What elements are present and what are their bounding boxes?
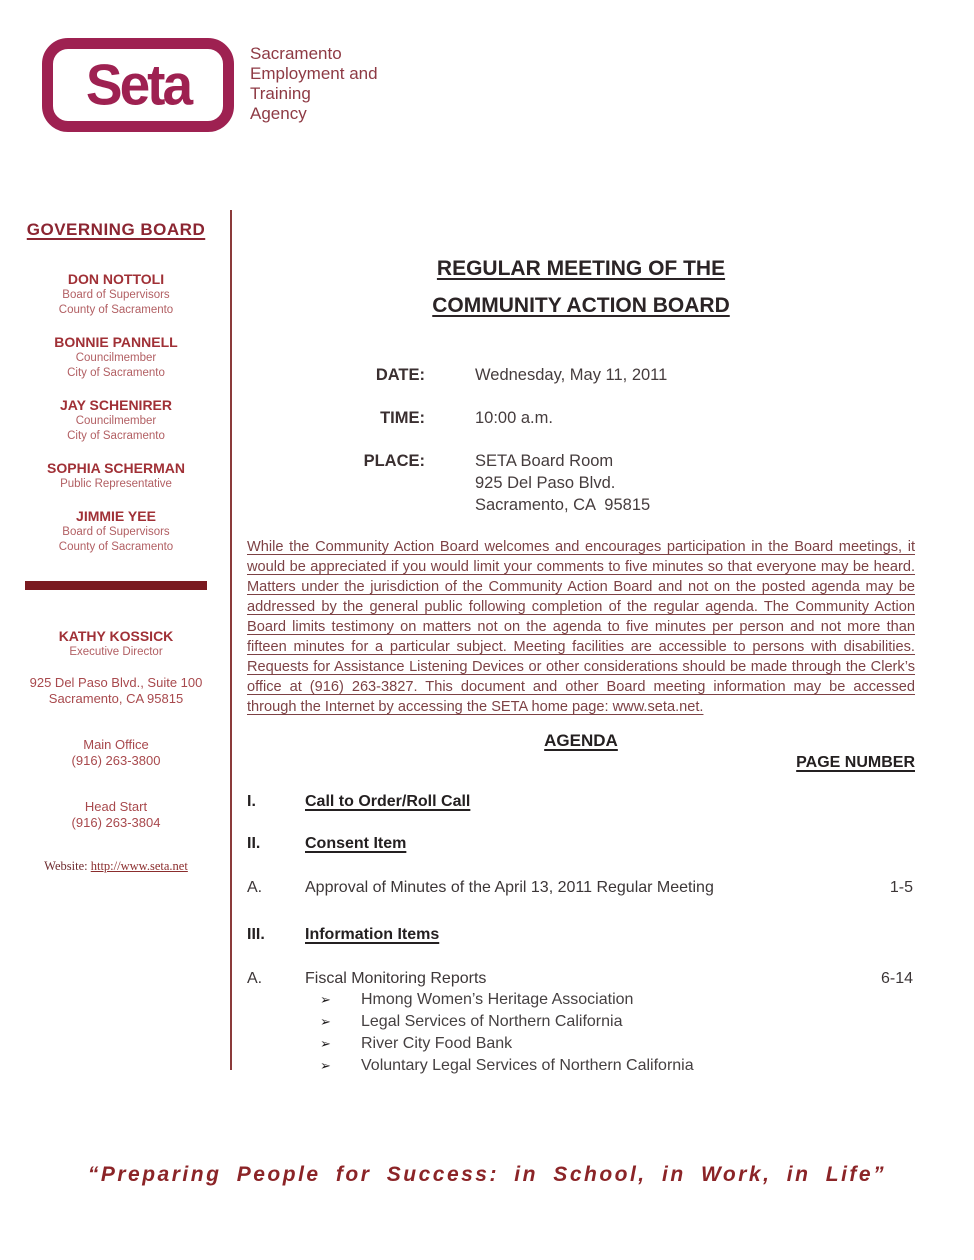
item-letter: A. (247, 879, 263, 896)
section-numeral: III. (247, 926, 265, 943)
board-member-name: JIMMIE YEE (76, 508, 156, 524)
sidebar-divider-bar (25, 581, 207, 590)
board-member-role: Board of Supervisors (62, 289, 170, 301)
section-heading: Information Items (305, 926, 440, 943)
fiscal-report-bullet (247, 1055, 915, 1077)
arrow-bullet-icon: ➢ (320, 1058, 331, 1073)
meeting-title-line: REGULAR MEETING OF THE (436, 257, 726, 280)
board-member-name: DON NOTTOLI (67, 271, 165, 287)
agenda-item-fiscal-monitoring (247, 969, 915, 989)
arrow-bullet-icon: ➢ (320, 1014, 331, 1029)
section-heading: Consent Item (305, 835, 407, 852)
page-number-heading: PAGE NUMBER (796, 754, 915, 771)
section-heading: Call to Order/Roll Call (305, 793, 471, 810)
board-member (16, 507, 216, 555)
place-label: PLACE: (363, 452, 425, 470)
website-label: Website: (44, 859, 88, 873)
item-letter: A. (247, 970, 263, 987)
executive-director (16, 627, 216, 660)
bullet-text: River City Food Bank (361, 1035, 513, 1052)
website-link[interactable]: http://www.seta.net (90, 859, 188, 873)
place-row (247, 450, 915, 516)
board-member-role: County of Sacramento (58, 541, 174, 553)
place-value-line: SETA Board Room (475, 452, 614, 470)
arrow-bullet-icon: ➢ (320, 1036, 331, 1051)
item-text: Approval of Minutes of the April 13, 2011 Regular Meeting (305, 879, 714, 896)
board-member-name: JAY SCHENIRER (59, 397, 173, 413)
website-line (16, 859, 216, 874)
agency-name-line: Employment and (250, 64, 378, 83)
board-member-role: City of Sacramento (67, 430, 165, 442)
board-member-name: SOPHIA SCHERMAN (47, 460, 185, 476)
main-office-contact (16, 723, 216, 769)
item-text: Fiscal Monitoring Reports (305, 970, 487, 987)
fiscal-report-bullet (247, 989, 915, 1011)
board-member-role: Public Representative (60, 478, 172, 490)
time-value (475, 407, 553, 429)
board-member-name: BONNIE PANNELL (54, 334, 178, 350)
contact-phone: (916) 263-3804 (71, 815, 161, 830)
footer-motto: “Preparing People for Success: in School, in Work, in Life” (87, 1163, 887, 1186)
board-member (16, 270, 216, 318)
date-label: DATE: (375, 366, 425, 384)
agenda-heading: AGENDA (544, 731, 618, 750)
meeting-details (247, 364, 915, 516)
arrow-bullet-icon: ➢ (320, 992, 331, 1007)
time-value-line: 10:00 a.m. (475, 409, 553, 427)
bullet-text: Hmong Women’s Heritage Association (361, 991, 634, 1008)
contact-label: Head Start (84, 799, 148, 814)
agency-name-line: Sacramento (250, 44, 342, 63)
time-row (247, 407, 915, 429)
office-address-line: 925 Del Paso Blvd., Suite 100 (29, 675, 203, 690)
agenda-section-call-to-order (247, 792, 915, 812)
item-page-range: 1-5 (889, 879, 913, 896)
bullet-text: Legal Services of Northern California (361, 1013, 623, 1030)
public-participation-notice: While the Community Action Board welcomes and encourages participation in the Board meetings, it would be appreciated if you would limit your comments to five minutes so that everyone may be heard. Matters under the jurisdiction of the Community Action Board and not on the posted agenda may be addressed by the general public following completion of the regular agenda. The Community Action Board limits testimony on matters not on the agenda to five minutes per person and not more than fifteen minutes for a particular subject. Meeting facilities are accessible to persons with disabilities. Requests for Assistance Listening Devices or other considerations should be made through the Clerk’s office at (916) 263-3827. This document and other Board meeting information may be accessed through the Internet by accessing the SETA home page: www.seta.net. (247, 539, 915, 715)
section-numeral: II. (247, 835, 261, 852)
bullet-text: Voluntary Legal Services of Northern California (361, 1057, 694, 1074)
vertical-rule (230, 210, 232, 1070)
agenda-section-information-items (247, 925, 915, 945)
date-value-line: Wednesday, May 11, 2011 (475, 366, 668, 384)
seta-logo-text: Seta (85, 52, 191, 117)
contact-phone: (916) 263-3800 (71, 753, 161, 768)
place-value-line: 925 Del Paso Blvd. (475, 474, 616, 492)
agenda-item-minutes-approval (247, 878, 915, 898)
fiscal-report-bullet (247, 1011, 915, 1033)
date-value (475, 364, 667, 386)
governing-board-heading: GOVERNING BOARD (26, 220, 206, 239)
executive-director-name: KATHY KOSSICK (58, 628, 174, 644)
board-member (16, 333, 216, 381)
fiscal-report-bullet (247, 1033, 915, 1055)
agency-name-line: Agency (250, 104, 307, 123)
executive-director-title: Executive Director (69, 646, 163, 658)
board-member-role: Councilmember (75, 415, 157, 427)
section-numeral: I. (247, 793, 256, 810)
governing-board-sidebar (16, 220, 216, 874)
meeting-title-line: COMMUNITY ACTION BOARD (432, 294, 730, 317)
place-value (475, 450, 650, 516)
office-address-line: Sacramento, CA 95815 (48, 691, 184, 706)
contact-label: Main Office (83, 737, 149, 752)
board-member-role: Board of Supervisors (62, 526, 170, 538)
board-member-role: City of Sacramento (67, 367, 165, 379)
agency-name-line: Training (250, 84, 311, 103)
agenda-section-consent-item (247, 834, 915, 854)
main-content (247, 240, 915, 1077)
agency-name (250, 44, 378, 124)
office-address (16, 675, 216, 707)
board-member (16, 396, 216, 444)
item-page-range: 6-14 (880, 970, 913, 987)
board-member-role: Councilmember (75, 352, 157, 364)
seta-logo (42, 38, 234, 132)
place-value-line: Sacramento, CA 95815 (475, 496, 651, 514)
board-member-role: County of Sacramento (58, 304, 174, 316)
board-member (16, 459, 216, 492)
meeting-title (247, 246, 915, 320)
head-start-contact (16, 785, 216, 831)
date-row (247, 364, 915, 386)
time-label: TIME: (380, 409, 425, 427)
